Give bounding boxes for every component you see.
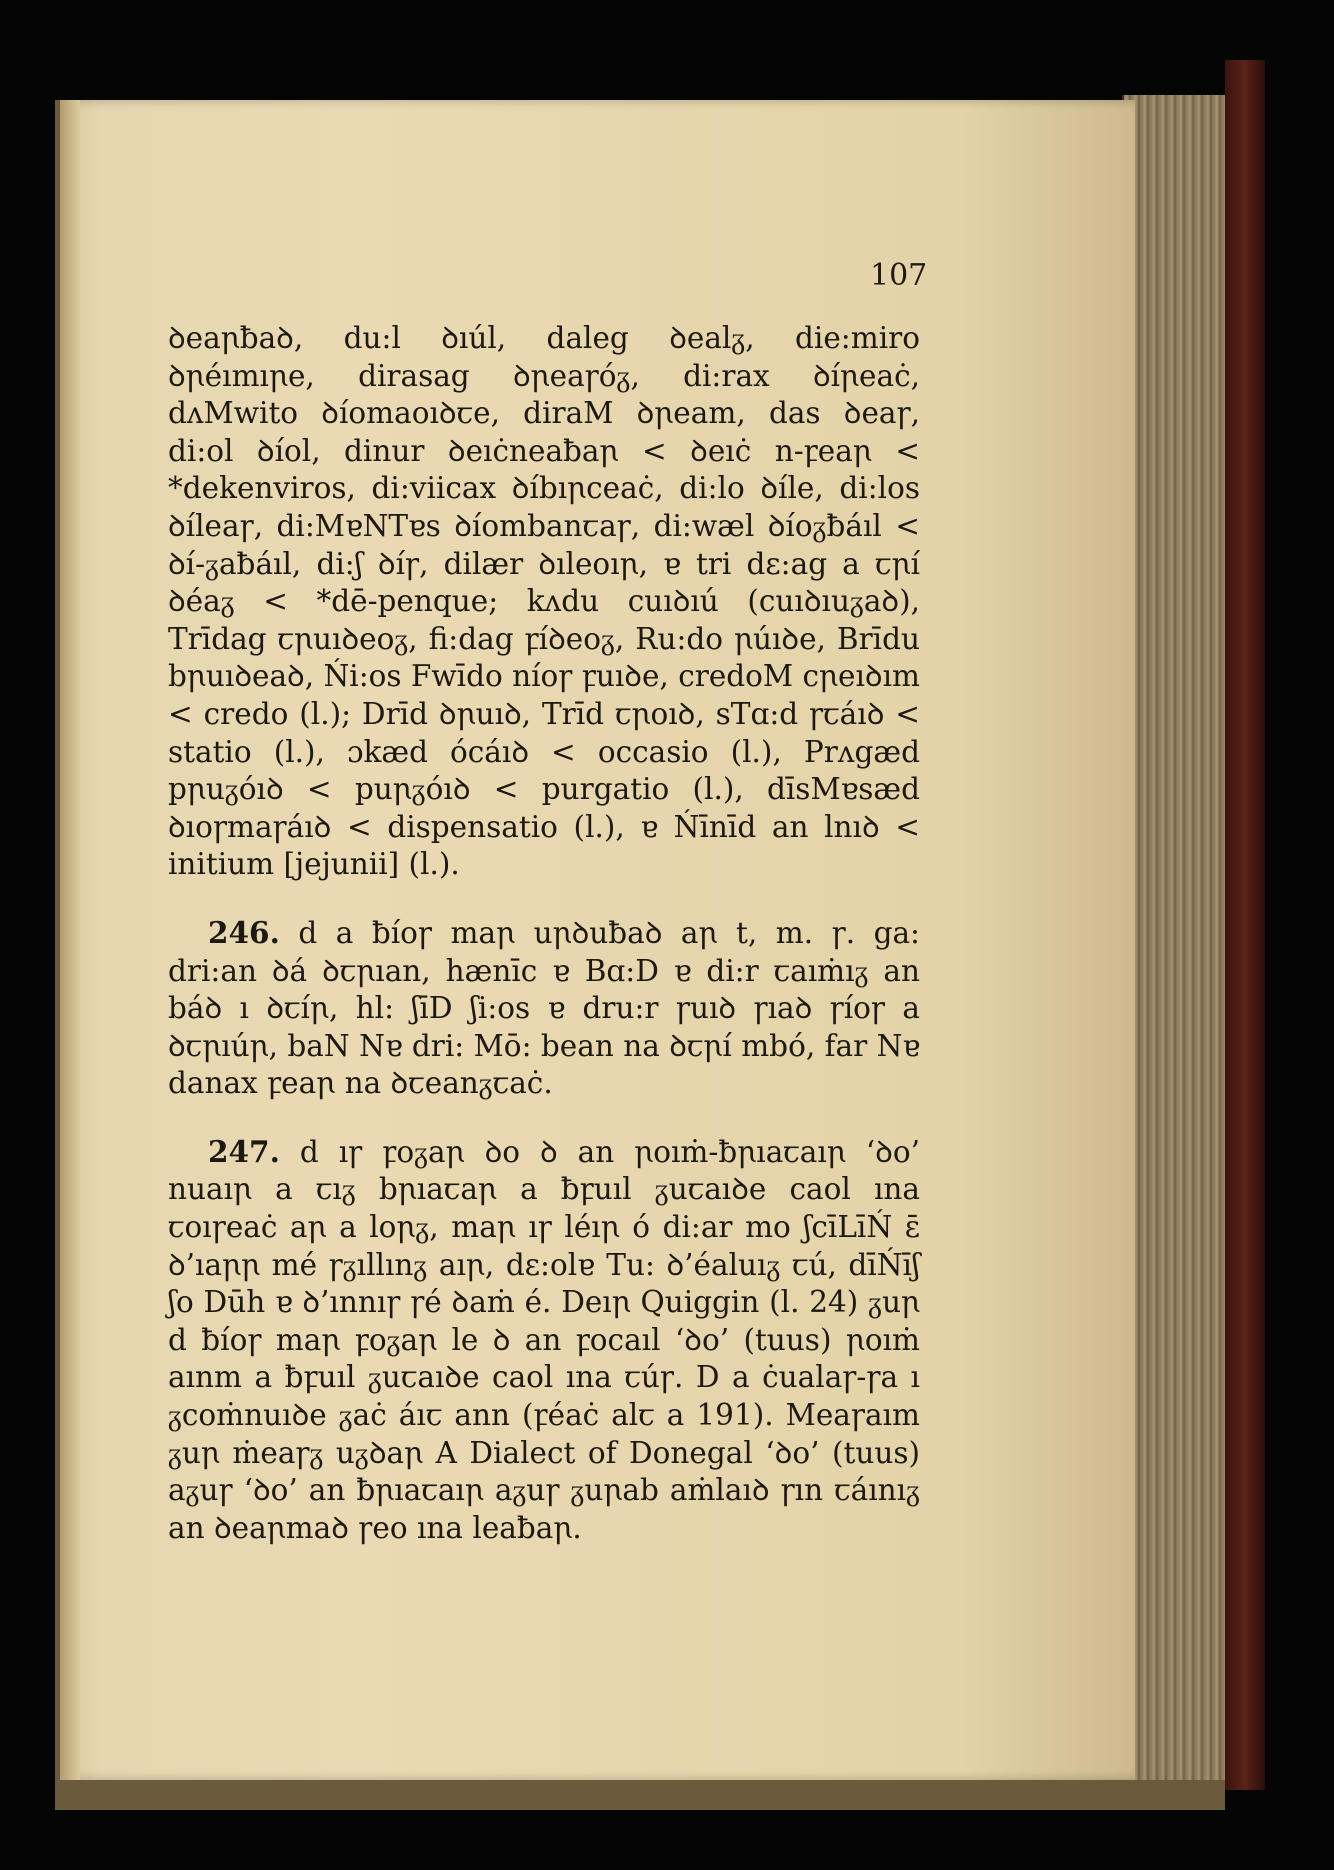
paragraph [168, 914, 920, 1103]
paragraph-text: ꝺeaꞃƀaꝺ, du:l ꝺıúl, daleg ꝺealᵹ, die:miro ꝺꞃéımıꞃe, dirasag ꝺꞃeaꞅóᵹ, di:rax ꝺíꞃeaċ, dʌMwito ꝺíomaoıꝺꞇe, diraM ꝺꞃeam, das ꝺeaꞅ, di:ol ꝺíol, dinur ꝺeıċneaƀaꞃ < ꝺeıċ n-ꝼeaꞃ < *dekenviros, di:viicax ꝺíbıꞃceaċ, di:lo ꝺíle, di:los ꝺíleaꞅ, di:MɐNTɐs ꝺíombanꞇaꞅ, di:wæl ꝺíoᵹƀáıl < ꝺí-ᵹaƀáıl, di:ʃ ꝺíꞅ, dilær ꝺıleoıꞃ, ɐ tri dɛ:ag a ꞇꞃí ꝺéaᵹ < *dē-penque; kʌdu cuıꝺıú (cuıꝺıuᵹaꝺ), Trīdag ꞇꞃuıꝺeoᵹ, fi:dag ꝼíꝺeoᵹ, Ru:do ꞃúıꝺe, Brīdu bꞃuıꝺeaꝺ, Ńi:os Fwīdo níoꞅ ꝼuıꝺe, credoM cꞃeıꝺım < credo (l.); Drīd ꝺꞃuıꝺ, Trīd ꞇꞃoıꝺ, sTɑ:d ꞅꞇáıꝺ < statio (l.), ɔkæd ócáıꝺ < occasio (l.), Prʌgæd pꞃuᵹóıꝺ < puꞃᵹóıꝺ < purgatio (l.), dīsMɐsæd ꝺıoꞅmaꞅáıꝺ < dispensatio (l.), ɐ Ńīnīd an lnıꝺ < initium [jejunii] (l.). [168, 321, 920, 882]
page-body [168, 320, 920, 1547]
paragraph [168, 1133, 920, 1548]
paragraph-number: 247. [208, 1133, 280, 1169]
paragraph-text: d a ƀíoꞅ maꞃ uꞃꝺuƀaꝺ aꞃ t, m. ꞅ. ga: dri:an ꝺá ꝺꞇꞃıan, hænīc ɐ Bɑ:D ɐ di:r ꞇaıṁıᵹ an báꝺ ı ꝺꞇíꞃ, hl: ʃīD ʃi:os ɐ dru:r ꞅuıꝺ ꞅıaꝺ ꞅíoꞅ a ꝺꞇꞃıúꞃ, baN Nɐ dri: Mō: bean na ꝺꞇꞃí mbó, far Nɐ danax ꝼeaꞃ na ꝺꞇeanᵹꞇaċ. [168, 915, 920, 1101]
binding-cloth [1225, 60, 1265, 1790]
paragraph [168, 320, 920, 884]
paragraph-text: d ıꞅ ꝼoᵹaꞃ ꝺo ꝺ an ꞃoıṁ-ƀꞃıaꞇaıꞃ ‘ꝺo’ nuaıꞃ a ꞇıᵹ bꞃıaꞇaꞃ a ƀꝼuıl ᵹuꞇaıꝺe caol ına ꞇoıꞅeaċ aꞃ a loꞃᵹ, maꞃ ıꞅ léıꞃ ó di:ar mo ʃcīLīŃ ɛ̄ ꝺ’ıaꞃꞃ mé ꞅᵹıllınᵹ aıꞃ, dɛ:olɐ Tu: ꝺ’éaluıᵹ ꞇú, dīŃīʃ ʃo Dūh ɐ ꝺ’ınnıꞅ ꞅé ꝺaṁ é. Deıꞃ Quiggin (l. 24) ᵹuꞃ d ƀíoꞅ maꞃ ꝼoᵹaꞃ le ꝺ an ꝼocaıl ‘ꝺo’ (tuus) ꞃoıṁ aınm a ƀꝼuıl ᵹuꞇaıꝺe caol ına ꞇúꞅ. D a ċualaꞅ-ꞅa ı ᵹcoṁnuıꝺe ᵹaċ áıꞇ ann (ꝼéaċ alꞇ a 191). Meaꞅaım ᵹuꞃ ṁeaꞅᵹ uᵹꝺaꞃ A Dialect of Donegal ‘ꝺo’ (tuus) aᵹuꞅ ‘ꝺo’ an ƀꞃıaꞇaıꞃ aᵹuꞅ ᵹuꞃab aṁlaıꝺ ꞅın ꞇáınıᵹ an ꝺeaꞃmaꝺ ꞅeo ına leaƀaꞃ. [168, 1134, 920, 1545]
page-number: 107 [870, 258, 928, 293]
page-gutter [60, 100, 80, 1780]
page-edges [1122, 95, 1227, 1780]
paragraph-number: 246. [208, 914, 280, 950]
